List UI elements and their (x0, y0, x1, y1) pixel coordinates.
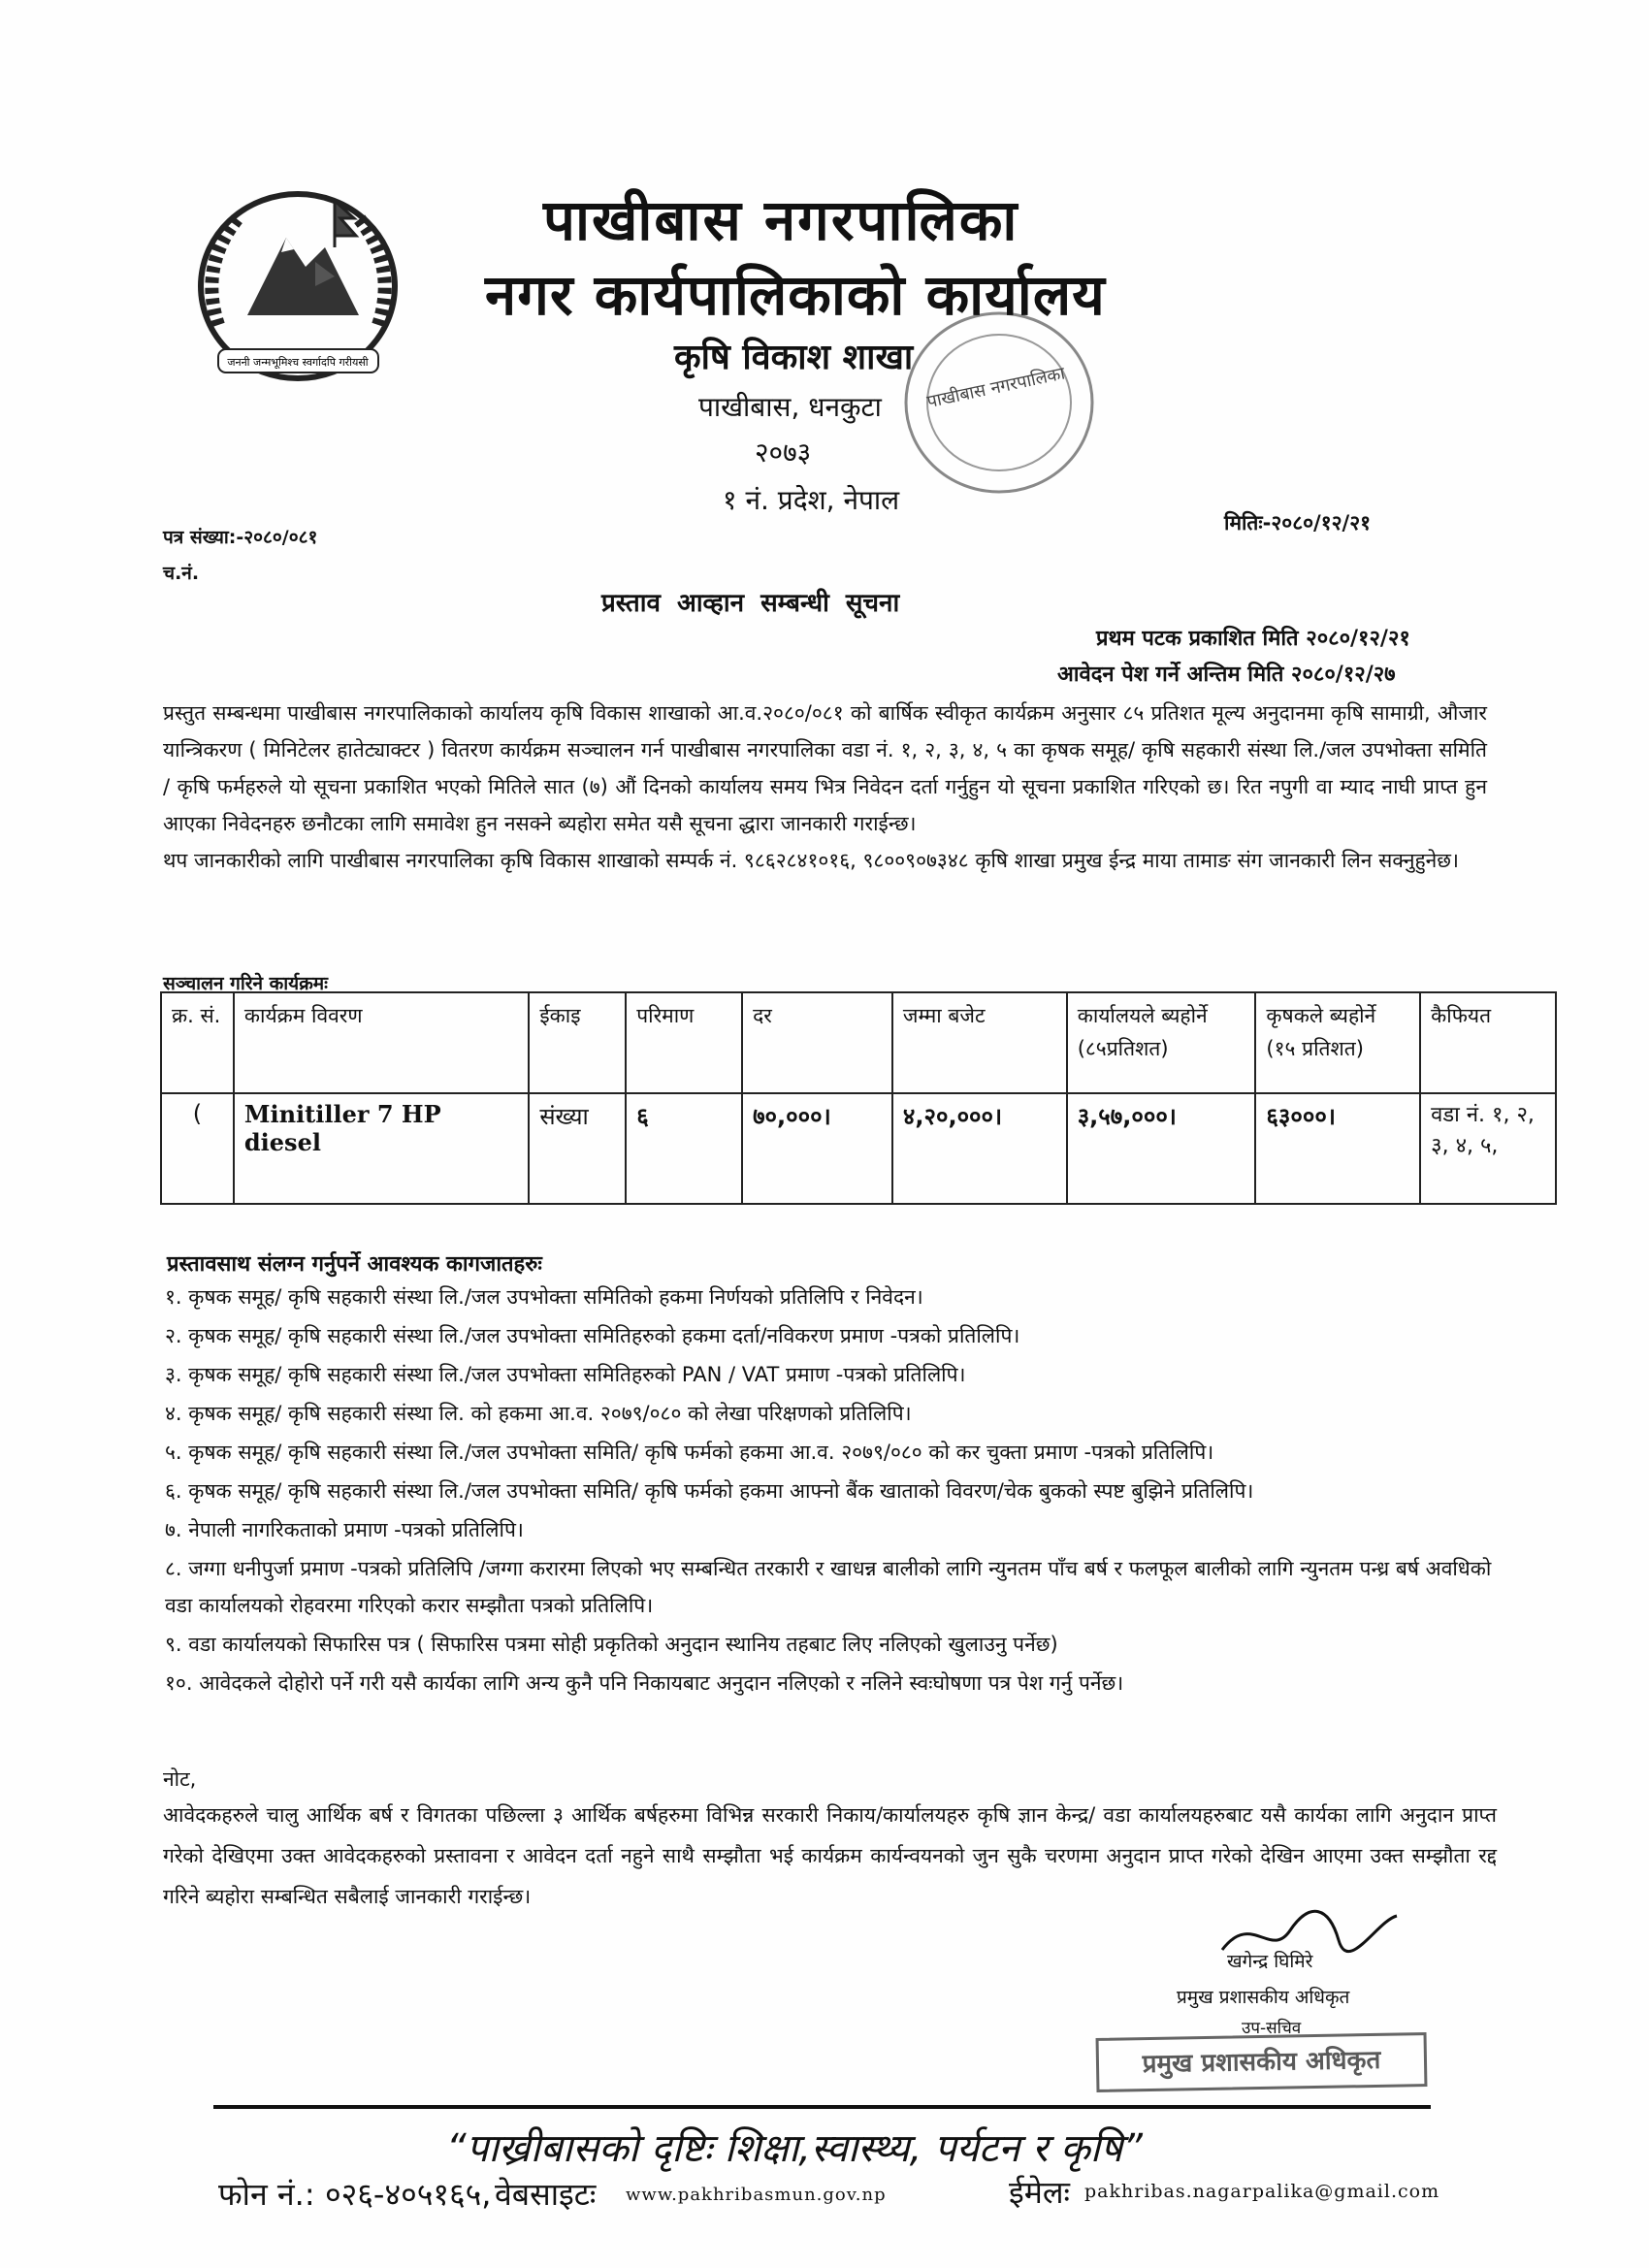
column-header: परिमाण (626, 992, 742, 1093)
section-name: कृषि विकाश शाखा (674, 338, 914, 377)
notice-subject: प्रस्ताव आव्हान सम्बन्धी सूचना (601, 589, 900, 618)
list-item: ५. कृषक समूह/ कृषि सहकारी संस्था लि./जल उपभोक्ता समिति/ कृषि फर्मको हकमा आ.व. २०७९/०८० को कर चुक्ता प्रमाण -पत्रको प्रतिलिपि। (165, 1441, 1214, 1464)
column-header: कैफियत (1420, 992, 1556, 1093)
contact-paragraph: थप जानकारीको लागि पाखीबास नगरपालिका कृषि विकास शाखाको सम्पर्क नं. ९८६२८४१०१६, ९८००९०७३४८ कृषि शाखा प्रमुख ईन्द्र माया तामाङ संग जानकारी लिन सक्नुहुनेछ। (163, 849, 1459, 872)
signatory-name: खगेन्द्र घिमिरे (1227, 1951, 1313, 1972)
org-name: पाखीबास नगरपालिका (543, 187, 1019, 253)
cell-sn: ( (161, 1093, 234, 1204)
column-header: जम्मा बजेट (892, 992, 1067, 1093)
reference-number: पत्र संख्या:-२०८०/०८१ (163, 527, 318, 548)
list-item: ६. कृषक समूह/ कृषि सहकारी संस्था लि./जल उपभोक्ता समिति/ कृषि फर्मको हकमा आफ्नो बैंक खाताको विवरण/चेक बुकको स्पष्ट बुझिने प्रतिलिपि। (165, 1479, 1254, 1503)
signatory-stamp: प्रमुख प्रशासकीय अधिकृत (1096, 2032, 1428, 2092)
documents-heading: प्रस्तावसाथ संलग्न गर्नुपर्ने आवश्यक कागजातहरुः (167, 1252, 542, 1277)
note-heading: नोट, (163, 1767, 197, 1791)
cell-qty: ६ (626, 1093, 742, 1204)
last-application-date: आवेदन पेश गर्ने अन्तिम मिति २०८०/१२/२७ (1057, 663, 1396, 687)
first-published-date: प्रथम पटक प्रकाशित मिति २०८०/१२/२१ (1096, 627, 1410, 651)
list-item: १०. आवेदकले दोहोरो पर्ने गरी यसै कार्यका लागि अन्य कुनै पनि निकायबाट अनुदान नलिएको र नलिने स्वःघोषणा पत्र पेश गर्नु पर्नेछ। (165, 1671, 1124, 1695)
address: पाखीबास, धनकुटा (698, 391, 882, 423)
cell-total: ४,२०,०००। (892, 1093, 1067, 1204)
column-header: दर (742, 992, 892, 1093)
phone-number: ०२६-४०५१६५, (325, 2176, 492, 2213)
established-year: २०७३ (755, 437, 812, 469)
column-header: ईकाइ (529, 992, 626, 1093)
list-item: २. कृषक समूह/ कृषि सहकारी संस्था लि./जल उपभोक्ता समितिहरुको हकमा दर्ता/नविकरण प्रमाण -पत्रको प्रतिलिपि। (165, 1324, 1020, 1347)
notice-body (163, 695, 1487, 879)
cell-unit: संख्या (529, 1093, 626, 1204)
footer-divider (213, 2105, 1431, 2109)
program-heading: सञ्चालन गरिने कार्यक्रमः (163, 973, 328, 994)
office-name: नगर कार्यपालिकाको कार्यालय (485, 262, 1106, 328)
column-header: कार्यालयले ब्यहोर्ने (८५प्रतिशत) (1067, 992, 1256, 1093)
column-header: कार्यक्रम विवरण (234, 992, 529, 1093)
signatory-title: प्रमुख प्रशासकीय अधिकृत (1177, 1987, 1350, 2008)
table-header-row (161, 992, 1556, 1093)
list-item: ४. कृषक समूह/ कृषि सहकारी संस्था लि. को हकमा आ.व. २०७९/०८० को लेखा परिक्षणको प्रतिलिपि। (165, 1402, 912, 1425)
cell-rate: ७०,०००। (742, 1093, 892, 1204)
list-item: ३. कृषक समूह/ कृषि सहकारी संस्था लि./जल उपभोक्ता समितिहरुको PAN / VAT प्रमाण -पत्रको प्रतिलिपि। (165, 1363, 966, 1386)
stamp-text: पाखीबास नगरपालिका (924, 363, 1067, 413)
note-text: आवेदकहरुले चालु आर्थिक बर्ष र विगतका पछिल्ला ३ आर्थिक बर्षहरुमा विभिन्न सरकारी निकाय/कार्यालयहरु कृषि ज्ञान केन्द्र/ वडा कार्यालयहरुबाट यसै कार्यका लागि अनुदान प्राप्त गरेको देखिएमा उक्त आवेदकहरुको प्रस्तावना र आवेदन दर्ता नहुने साथै सम्झौता भई कार्यक्रम कार्यन्वयनको जुन सुकै चरणमा अनुदान प्राप्त गरेको देखिन आएमा उक्त सम्झौता रद्द गरिने ब्यहोरा सम्बन्धित सबैलाई जानकारी गराईन्छ। (163, 1803, 1497, 1908)
office-stamp (892, 301, 1106, 504)
cell-item: Minitiller 7 HP diesel (234, 1093, 529, 1204)
footer-slogan: “पाख्रीबासको दृष्टिः शिक्षा,स्वास्थ्य, पर्यटन र कृषि” (446, 2126, 1144, 2171)
list-item: ९. वडा कार्यालयको सिफारिस पत्र ( सिफारिस पत्रमा सोही प्रकृतिको अनुदान स्थानिय तहबाट लिए नलिएको खुलाउनु पर्नेछ) (165, 1633, 1058, 1656)
website-label: वेबसाइटः (495, 2176, 597, 2213)
cell-remarks: वडा नं. १, २, ३, ४, ५, (1420, 1093, 1556, 1204)
cell-farmer-share: ६३०००। (1255, 1093, 1420, 1204)
province: १ नं. प्रदेश, नेपाल (723, 484, 900, 516)
column-header: क्र. सं. (161, 992, 234, 1093)
program-table (160, 991, 1557, 1205)
cell-office-share: ३,५७,०००। (1067, 1093, 1256, 1204)
column-header: कृषकले ब्यहोर्ने (१५ प्रतिशत) (1255, 992, 1420, 1093)
website-link[interactable]: www.pakhribasmun.gov.np (626, 2185, 887, 2205)
documents-list (165, 1279, 1504, 1703)
list-item: ८. जग्गा धनीपुर्जा प्रमाण -पत्रको प्रतिलिपि /जग्गा करारमा लिएको भए सम्बन्धित तरकारी र खाधन्न बालीको लागि न्युनतम पाँच बर्ष र फलफूल बालीको लागि न्युनतम पन्ध्र बर्ष अवधिको वडा कार्यालयको रोहवरमा गरिएको करार सम्झौता पत्रको प्रतिलिपि। (165, 1557, 1492, 1617)
notice-paragraph: प्रस्तुत सम्बन्धमा पाखीबास नगरपालिकाको कार्यालय कृषि विकास शाखाको आ.व.२०८०/०८१ को बार्षिक स्वीकृत कार्यक्रम अनुसार ८५ प्रतिशत मूल्य अनुदानमा कृषि सामाग्री, औजार यान्त्रिकरण ( मिनिटेलर हातेट्याक्टर ) वितरण कार्यक्रम सञ्चालन गर्न पाखीबास नगरपालिका वडा नं. १, २, ३, ४, ५ का कृषक समूह/ कृषि सहकारी संस्था लि./जल उपभोक्ता समिति / कृषि फर्महरुले यो सूचना प्रकाशित भएको मितिले सात (७) औं दिनको कार्यालय समय भित्र निवेदन दर्ता गर्नुहुन यो सूचना प्रकाशित गरिएको छ। रित नपुगी वा म्याद नाघी प्राप्त हुन आएका निवेदनहरु छनौटका लागि समावेश हुन नसक्ने ब्यहोरा समेत यसै सूचना द्धारा जानकारी गराईन्छ। (163, 701, 1487, 835)
signatory-subtitle: उप-सचिव (1242, 2019, 1302, 2038)
emblem-motto: जननी जन्मभूमिश्च स्वर्गादपि गरीयसी (227, 356, 369, 369)
email-label: ईमेलः (1009, 2174, 1071, 2211)
list-item: १. कृषक समूह/ कृषि सहकारी संस्था लि./जल उपभोक्ता समितिको हकमा निर्णयको प्रतिलिपि र निवेदन। (165, 1285, 923, 1309)
dispatch-number: च.नं. (163, 563, 200, 584)
list-item: ७. नेपाली नागरिकताको प्रमाण -पत्रको प्रतिलिपि। (165, 1518, 524, 1541)
nepal-emblem-logo (179, 179, 417, 388)
letter-date: मितिः-२०८०/१२/२१ (1224, 511, 1372, 535)
table-row (161, 1093, 1556, 1204)
phone-label: फोन नं.: (218, 2176, 315, 2213)
email-link[interactable]: pakhribas.nagarpalika@gmail.com (1084, 2181, 1440, 2202)
